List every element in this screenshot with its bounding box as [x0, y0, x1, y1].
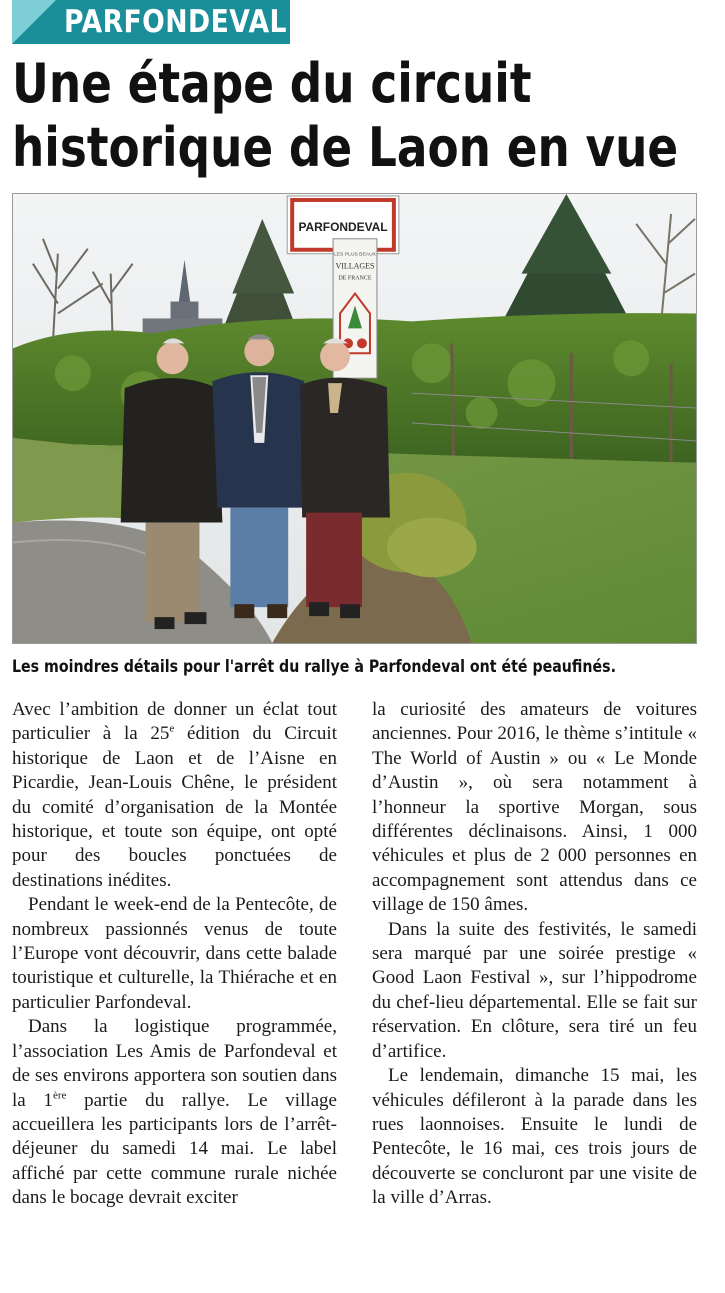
- paragraph-3: Dans la logistique programmée, l’association Les Amis de Parfondeval et de ses environs apportera son soutien dans la 1ère partie du rallye. Le village accueillera les participants lors de l’arrêt-déjeuner du samedi 14 mai. Le label affiché par cette commune rurale nichée dans le bocage devrait exciter: [12, 1016, 337, 1209]
- paragraph-4: la curiosité des amateurs de voitures anciennes. Pour 2016, le thème s’intitule « The World of Austin » ou « Le Monde d’Austin », où sera notamment à l’honneur la sportive Morgan, sous différentes déclinaisons. Ainsi, 1 000 véhicules et plus de 2 000 personnes en accompagnement sont attendus dans ce village de 150 âmes.: [372, 699, 697, 916]
- section-kicker: PARFONDEVAL: [64, 4, 287, 40]
- sign-label-2: VILLAGES: [335, 261, 375, 271]
- headline-line-2: historique de Laon en vue: [12, 116, 679, 179]
- article-headline: [12, 52, 679, 180]
- headline-line-1: Une étape du circuit: [12, 52, 532, 115]
- article-column-left: [12, 698, 337, 1211]
- photo-illustration: [13, 194, 696, 643]
- sign-town-name: PARFONDEVAL: [298, 219, 388, 234]
- photo-caption: Les moindres détails pour l'arrêt du rallye à Parfondeval ont été peaufinés.: [12, 657, 617, 676]
- paragraph-5: Dans la suite des festivités, le samedi sera marqué par une soirée prestige « Good Laon Festival », sur l’hippodrome du chef-lieu départemental. Elle se fait sur réservation. En clôture, sera tiré un feu d’artifice.: [372, 918, 697, 1062]
- article-column-right: [372, 698, 697, 1211]
- paragraph-2: Pendant le week-end de la Pentecôte, de nombreux passionnés venus de toute l’Europe vont découvrir, dans cette balade touristique et culturelle, la Thiérache et en particulier Parfondeval.: [12, 894, 337, 1013]
- sign-label-1: LES PLUS BEAUX: [333, 251, 377, 258]
- article-photo: [12, 193, 697, 644]
- paragraph-1: Avec l’ambition de donner un éclat tout particulier à la 25e édition du Circuit historique de Laon et de l’Aisne en Picardie, Jean-Louis Chêne, le président du comité d’organisation de la Montée historique, et toute son équipe, ont opté pour des boucles ponctuées de destinations inédites.: [12, 699, 337, 891]
- sign-label-3: DE FRANCE: [338, 275, 372, 282]
- paragraph-6: Le lendemain, dimanche 15 mai, les véhicules défileront à la parade dans les rues laonnoises. Ensuite le lundi de Pentecôte, le 16 mai, ces trois jours de découverte se concluront par une visite de la ville d’Arras.: [372, 1065, 697, 1209]
